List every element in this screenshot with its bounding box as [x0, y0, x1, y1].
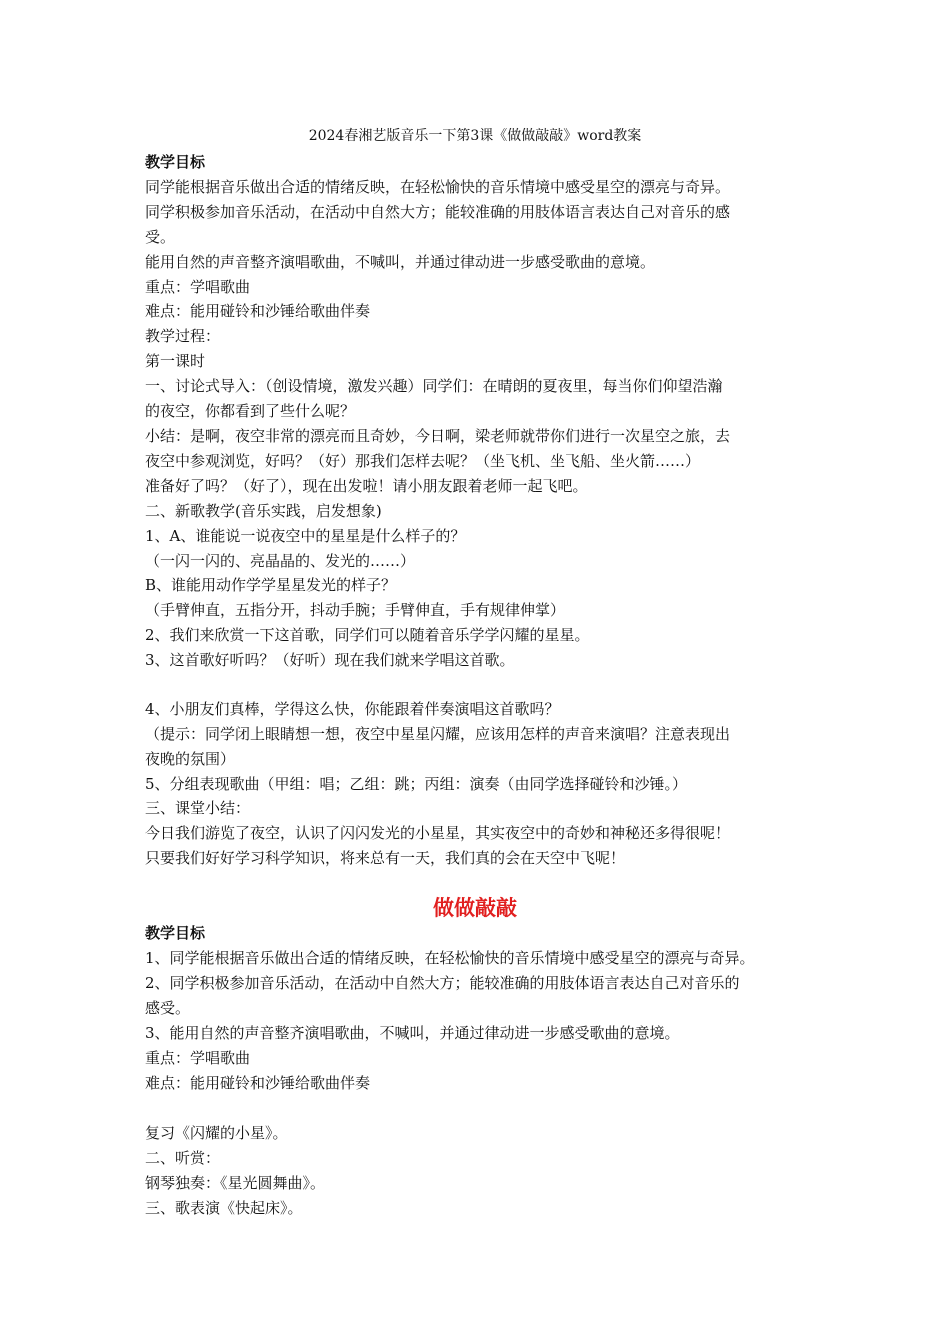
text-line: 三、课堂小结：: [145, 799, 251, 817]
text-line: 二、新歌教学(音乐实践，启发想象): [145, 502, 382, 520]
text-line: 能用自然的声音整齐演唱歌曲，不喊叫，并通过律动进一步感受歌曲的意境。: [145, 253, 656, 271]
text-line: 教学过程：: [145, 327, 221, 345]
section-title-red: 做做敲敲: [433, 896, 517, 920]
section-heading-objectives: 教学目标: [145, 153, 206, 171]
text-line: 钢琴独奏：《星光圆舞曲》。: [145, 1174, 326, 1192]
text-line: 同学能根据音乐做出合适的情绪反映，在轻松愉快的音乐情境中感受星空的漂亮与奇异。: [145, 178, 731, 196]
text-line: 难点：能用碰铃和沙锤给歌曲伴奏: [145, 302, 371, 320]
document-title: 2024春湘艺版音乐一下第3课《做做敲敲》word教案: [308, 128, 642, 144]
section-heading-objectives-2: 教学目标: [145, 924, 206, 942]
text-line: 3、这首歌好听吗？（好听）现在我们就来学唱这首歌。: [145, 651, 515, 669]
text-line: 夜空中参观浏览，好吗？（好）那我们怎样去呢？（坐飞机、坐飞船、坐火箭……）: [145, 452, 701, 470]
text-line: 5、分组表现歌曲（甲组：唱；乙组：跳；丙组：演奏（由同学选择碰铃和沙锤。）: [145, 775, 688, 793]
text-line: 4、小朋友们真棒，学得这么快，你能跟着伴奏演唱这首歌吗？: [145, 700, 560, 718]
text-line: 感受。: [145, 999, 191, 1017]
text-line: 只要我们好好学习科学知识，将来总有一天，我们真的会在天空中飞呢！: [145, 849, 626, 867]
text-line: （手臂伸直，五指分开，抖动手腕；手臂伸直，手有规律伸掌）: [145, 601, 566, 619]
text-line: 难点：能用碰铃和沙锤给歌曲伴奏: [145, 1074, 371, 1092]
text-line: 同学积极参加音乐活动，在活动中自然大方；能较准确的用肢体语言表达自己对音乐的感: [145, 203, 731, 221]
text-line: 1、A、谁能说一说夜空中的星星是什么样子的？: [145, 527, 466, 545]
text-line: 小结：是啊，夜空非常的漂亮而且奇妙，今日啊，梁老师就带你们进行一次星空之旅，去: [145, 427, 731, 445]
text-line: 二、听赏：: [145, 1149, 221, 1167]
text-line: 重点：学唱歌曲: [145, 278, 251, 296]
text-line: 2、我们来欣赏一下这首歌，同学们可以随着音乐学学闪耀的星星。: [145, 626, 590, 644]
text-line: 第一课时: [145, 352, 206, 370]
text-line: （提示：同学闭上眼睛想一想，夜空中星星闪耀，应该用怎样的声音来演唱？注意表现出: [145, 725, 731, 743]
text-line: 重点：学唱歌曲: [145, 1049, 251, 1067]
text-line: 三、歌表演《快起床》。: [145, 1199, 303, 1217]
text-line: 准备好了吗？（好了），现在出发啦！请小朋友跟着老师一起飞吧。: [145, 477, 588, 495]
text-line: 复习《闪耀的小星》。: [145, 1124, 288, 1142]
text-line: B、谁能用动作学学星星发光的样子？: [145, 576, 397, 594]
text-line: 的夜空，你都看到了些什么呢？: [145, 402, 356, 420]
text-line: 受。: [145, 228, 176, 246]
text-line: 2、同学积极参加音乐活动，在活动中自然大方；能较准确的用肢体语言表达自己对音乐的: [145, 974, 740, 992]
text-line: 夜晚的氛围）: [145, 750, 236, 768]
text-line: 今日我们游览了夜空，认识了闪闪发光的小星星，其实夜空中的奇妙和神秘还多得很呢！: [145, 824, 731, 842]
text-line: 1、同学能根据音乐做出合适的情绪反映，在轻松愉快的音乐情境中感受星空的漂亮与奇异。: [145, 949, 755, 967]
text-line: 3、能用自然的声音整齐演唱歌曲，不喊叫，并通过律动进一步感受歌曲的意境。: [145, 1024, 680, 1042]
text-line: 一、讨论式导入：（创设情境，激发兴趣）同学们：在晴朗的夏夜里，每当你们仰望浩瀚: [145, 377, 723, 395]
text-line: （一闪一闪的、亮晶晶的、发光的……）: [145, 552, 416, 570]
